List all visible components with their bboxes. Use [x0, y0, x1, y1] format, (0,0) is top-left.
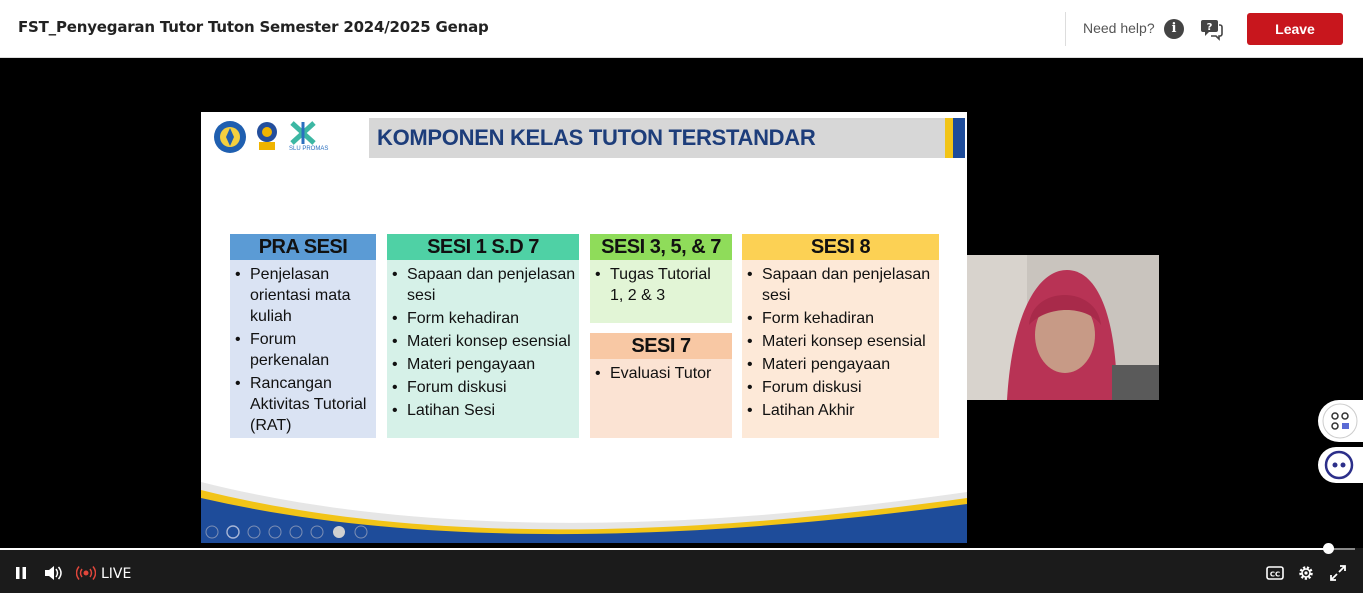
- apps-grid-icon: [1318, 400, 1363, 442]
- closed-captions-icon[interactable]: [1266, 565, 1284, 581]
- box-pra-sesi: [230, 234, 376, 438]
- box-heading: SESI 7: [590, 333, 732, 359]
- box-sesi-7: [590, 333, 732, 438]
- apps-button[interactable]: [1318, 400, 1363, 442]
- list-item: • Materi pengayaan: [762, 354, 939, 375]
- slide-title: KOMPONEN KELAS TUTON TERSTANDAR: [377, 125, 816, 150]
- pause-icon[interactable]: [13, 565, 29, 581]
- box-heading: SESI 3, 5, & 7: [590, 234, 732, 260]
- slu-promas-caption: SLU PROMAS: [289, 146, 329, 152]
- box-heading: SESI 8: [742, 234, 939, 260]
- title-stripe-blue: [953, 118, 965, 158]
- settings-gear-icon[interactable]: [1297, 564, 1315, 582]
- assistant-bot-icon: [1318, 447, 1363, 483]
- box-list: [590, 359, 732, 384]
- box-list: [742, 260, 939, 421]
- list-item: • Materi pengayaan: [407, 354, 579, 375]
- box-heading: SESI 1 S.D 7: [387, 234, 579, 260]
- divider: [1065, 12, 1066, 46]
- presenter-webcam: [967, 255, 1159, 400]
- volume-icon[interactable]: [43, 564, 63, 582]
- list-item: • Form kehadiran: [762, 308, 939, 329]
- box-list: [387, 260, 579, 421]
- list-item: • Materi konsep esensial: [407, 331, 579, 352]
- help-chat-icon[interactable]: [1200, 17, 1224, 41]
- slu-promas-logo-icon: [289, 120, 317, 146]
- list-item: • Forum diskusi: [762, 377, 939, 398]
- top-bar: [0, 0, 1363, 58]
- progress-bar-filled[interactable]: [0, 548, 1328, 550]
- list-item: • Forum perkenalan: [250, 329, 376, 371]
- list-item: • Forum diskusi: [407, 377, 579, 398]
- presentation-slide: [201, 112, 967, 543]
- list-item: • Materi konsep esensial: [762, 331, 939, 352]
- list-item: • Evaluasi Tutor: [610, 363, 732, 384]
- box-heading: PRA SESI: [230, 234, 376, 260]
- box-sesi-8: [742, 234, 939, 438]
- need-help-link[interactable]: Need help?: [1083, 20, 1155, 36]
- ut-logo-icon: [253, 120, 281, 154]
- kemdikbud-logo-icon: [213, 120, 247, 154]
- presenter-video-icon: [967, 255, 1159, 400]
- leave-button[interactable]: Leave: [1247, 13, 1343, 45]
- fullscreen-icon[interactable]: [1329, 564, 1347, 582]
- progress-handle[interactable]: [1323, 543, 1334, 554]
- slide-title-bar: [369, 118, 965, 158]
- list-item: • Tugas Tutorial 1, 2 & 3: [610, 264, 720, 306]
- list-item: • Latihan Akhir: [762, 400, 939, 421]
- list-item: • Penjelasan orientasi mata kuliah: [250, 264, 376, 327]
- svg-text:CC: CC: [1269, 570, 1281, 579]
- live-broadcast-icon: [76, 565, 96, 581]
- list-item: • Form kehadiran: [407, 308, 579, 329]
- list-item: • Sapaan dan penjelasan sesi: [762, 264, 939, 306]
- assistant-button[interactable]: [1318, 447, 1363, 483]
- slide-logos: [213, 120, 343, 156]
- title-stripe-yellow: [945, 118, 953, 158]
- meeting-title: FST_Penyegaran Tutor Tuton Semester 2024/2025 Genap: [18, 18, 489, 36]
- box-list: [230, 260, 376, 436]
- slide-toolbar[interactable]: [205, 524, 375, 540]
- live-label: LIVE: [101, 566, 132, 582]
- info-icon[interactable]: i: [1164, 19, 1184, 39]
- list-item: • Sapaan dan penjelasan sesi: [407, 264, 579, 306]
- svg-text:?: ?: [1206, 22, 1213, 33]
- player-controls-bar: [0, 548, 1363, 593]
- list-item: • Rancangan Aktivitas Tutorial (RAT): [250, 373, 376, 436]
- box-sesi-1-7: [387, 234, 579, 438]
- box-sesi-3-5-7: [590, 234, 732, 323]
- box-list: [590, 260, 732, 306]
- list-item: • Latihan Sesi: [407, 400, 579, 421]
